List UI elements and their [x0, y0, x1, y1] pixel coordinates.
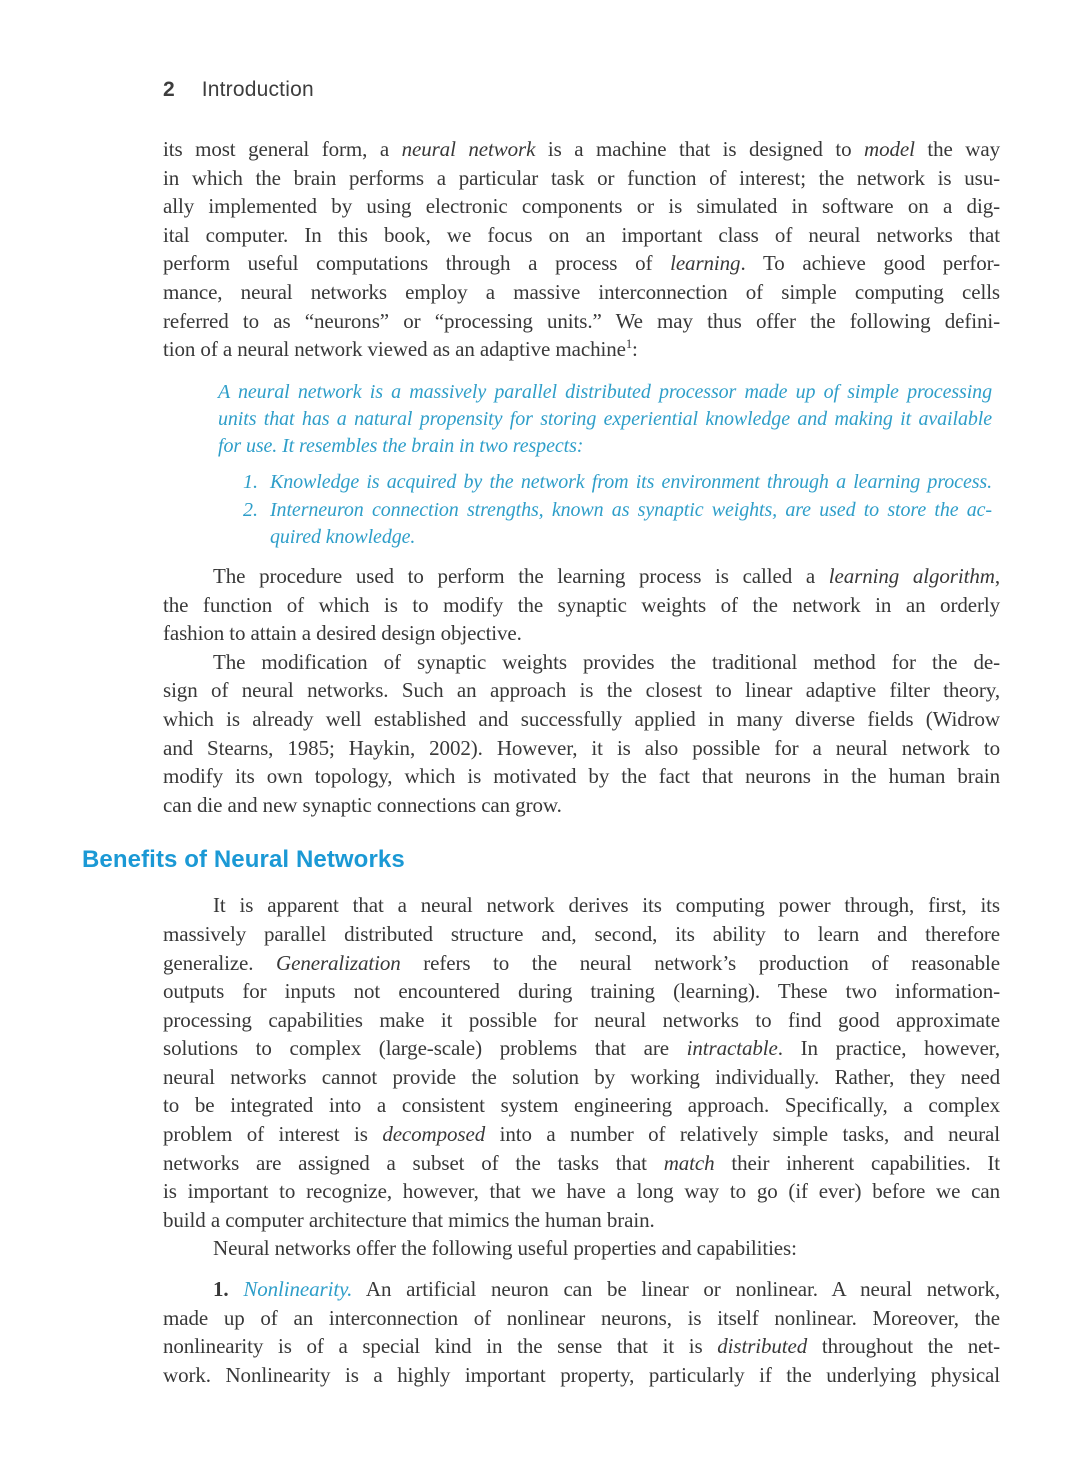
definition-numbered-list: [243, 469, 992, 551]
property-item-nonlinearity: 1. Nonlinearity. An artificial neuron can be linear or nonlinear. A neural network, made up of an interconnection of nonlinear neurons, is itself nonlinear. Moreover, the nonlinearity is of a special kind in the sense that it is distributed throughout the net- work. Nonlinearity is a highly important property, particularly if the underlying physical: [163, 1277, 1000, 1387]
section-heading-benefits: Benefits of Neural Networks: [82, 846, 405, 874]
paragraph-intro-continued: its most general form, a neural network is a machine that is designed to model the way in which the brain performs a particular task or function of interest; the network is usu- ally implemented by using electronic components or is simulated in software on a dig- ital computer. In this book, we focus on an important class of neural networks that perform useful computations through a process of learning. To achieve good perfor- mance, neural networks employ a massive interconnection of simple computing cells referred to as “neurons” or “processing units.” We may thus offer the following defini- tion of a neural network viewed as an adaptive machine$^1$:: [163, 137, 1000, 362]
running-head: [163, 78, 1000, 102]
list-item-text: Interneuron connection strengths, known as synaptic weights, are used to store the ac- quired knowledge.: [270, 498, 992, 548]
list-item-number: 1.: [243, 471, 258, 494]
definition-block-quote: A neural network is a massively parallel distributed processor made up of simple processing units that has a natural propensity for storing experiential knowledge and making it available for use. It resembles the brain in two respects:: [218, 380, 992, 458]
list-item: [243, 497, 992, 551]
paragraph-learning-algorithm: The procedure used to perform the learning process is called a learning algorithm, the function of which is to modify the synaptic weights of the network in an orderly fashion to attain a desired design objective.: [163, 563, 1000, 646]
list-item-text: Knowledge is acquired by the network from its environment through a learning process.: [270, 471, 992, 494]
page-number: 2: [163, 78, 175, 101]
paragraph-synaptic-modification: The modification of synaptic weights provides the traditional method for the de- sign of neural networks. Such an approach is the closest to linear adaptive filter theory, which is already well established and successfully applied in many diverse fields (Widrow and Stearns, 1985; Haykin, 2002). However, it is also possible for a neural network to modify its own topology, which is motivated by the fact that neurons in the human brain can die and new synaptic connections can grow.: [163, 649, 1000, 817]
paragraph-benefits-intro: It is apparent that a neural network derives its computing power through, first, its massively parallel distributed structure and, second, its ability to learn and therefore generalize. Generalization refers to the neural network’s production of reasonable outputs for inputs not encountered during training (learning). These two information- processing capabilities make it possible for neural networks to find good approximate solutions to complex (large-scale) problems that are intractable. In practice, however, neural networks cannot provide the solution by working individually. Rather, they need to be integrated into a consistent system engineering approach. Specifically, a complex problem of interest is decomposed into a number of relatively simple tasks, and neural networks are assigned a subset of the tasks that match their inherent capabilities. It is important to recognize, however, that we have a long way to go (if ever) before we can build a computer architecture that mimics the human brain.: [163, 893, 1000, 1232]
chapter-title: Introduction: [201, 78, 314, 101]
paragraph-properties-lead-in: Neural networks offer the following useful properties and capabilities:: [213, 1236, 797, 1261]
list-item: [243, 469, 992, 496]
list-item-number: 2.: [243, 498, 258, 521]
